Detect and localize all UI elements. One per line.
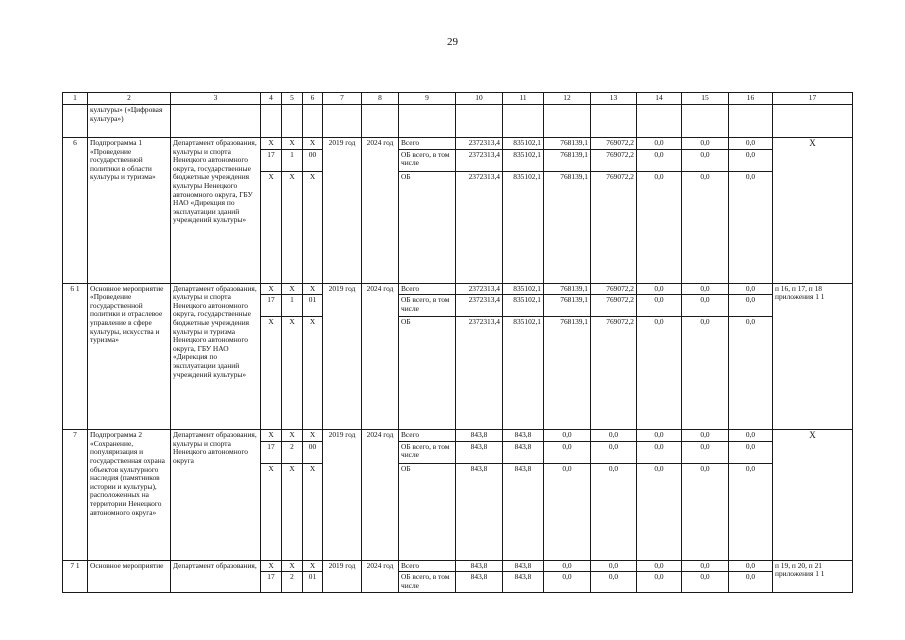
amount-cell: 0,0 [682,430,729,442]
amount-cell: 835102,1 [503,295,544,317]
amount-cell: 0,0 [637,295,682,317]
amount-cell: 0,0 [682,138,729,150]
code-cell: 17 [261,572,282,592]
amount-cell: 2372313,4 [456,138,503,150]
amount-cell: 835102,1 [503,149,544,171]
source-label: ОБ всего, в том числе [399,572,456,592]
amount-cell: 0,0 [591,430,637,442]
table-row [63,138,853,150]
start-year: 2019 год [323,283,362,430]
column-number: 13 [591,93,637,105]
code-cell: X [282,463,303,560]
source-label: Всего [399,283,456,295]
amount-cell: 0,0 [729,463,773,560]
executor: Департамент образования, [171,560,261,592]
amount-cell: 843,8 [456,441,503,463]
amount-cell: 769072,2 [591,149,637,171]
column-number: 1 [63,93,88,105]
code-cell: 00 [303,441,323,463]
row-number: 7 1 [63,560,88,592]
amount-cell: 2372313,4 [456,283,503,295]
amount-cell: 0,0 [637,560,682,572]
amount-cell: 769072,2 [591,295,637,317]
amount-cell: 0,0 [591,441,637,463]
source-label: ОБ всего, в том числе [399,441,456,463]
executor: Департамент образования, культуры и спорта Ненецкого автономного округа, государственные бюджетные учреждения культуры Ненецкого автономного округа, ГБУ НАО «Дирекция по эксплуатации зданий учреждений культуры» [171,138,261,284]
source-label: Всего [399,560,456,572]
amount-cell: 843,8 [503,463,544,560]
amount-cell: 0,0 [591,463,637,560]
budget-table [62,92,853,593]
start-year: 2019 год [323,138,362,284]
amount-cell: 769072,2 [591,171,637,283]
amount-cell: 0,0 [729,317,773,430]
note-cell: п 19, п 20, п 21 приложения 1 1 [773,560,853,592]
column-number: 10 [456,93,503,105]
executor: Департамент образования, культуры и спорта Ненецкого автономного округа [171,430,261,561]
amount-cell: 0,0 [682,317,729,430]
amount-cell: 0,0 [729,283,773,295]
amount-cell: 2372313,4 [456,317,503,430]
code-cell: 17 [261,149,282,171]
amount-cell: 0,0 [729,441,773,463]
column-number: 14 [637,93,682,105]
code-cell: X [261,171,282,283]
amount-cell: 0,0 [729,572,773,592]
table-row [63,560,853,572]
amount-cell: 835102,1 [503,283,544,295]
amount-cell: 843,8 [503,430,544,442]
amount-cell: 768139,1 [544,283,591,295]
note-cell: п 16, п 17, п 18 приложения 1 1 [773,283,853,430]
code-cell: X [261,463,282,560]
code-cell: X [261,138,282,150]
source-label: ОБ [399,463,456,560]
program-name: Основное мероприятие «Проведение государственной политики и отраслевое управление в сфере культуры, искусства и туризма» [88,283,171,430]
code-cell: 17 [261,441,282,463]
amount-cell: 0,0 [544,441,591,463]
code-cell: X [303,430,323,442]
code-cell: X [303,171,323,283]
code-cell: X [282,560,303,572]
column-number: 8 [362,93,399,105]
amount-cell: 0,0 [637,430,682,442]
column-number: 7 [323,93,362,105]
column-number: 6 [303,93,323,105]
row-number: 7 [63,430,88,561]
amount-cell: 0,0 [729,138,773,150]
code-cell: X [282,138,303,150]
amount-cell: 768139,1 [544,295,591,317]
amount-cell: 0,0 [591,560,637,572]
amount-cell: 0,0 [682,560,729,572]
column-number: 11 [503,93,544,105]
code-cell: 2 [282,572,303,592]
amount-cell: 835102,1 [503,171,544,283]
source-label: ОБ всего, в том числе [399,295,456,317]
code-cell: X [303,463,323,560]
source-label: ОБ [399,171,456,283]
amount-cell: 0,0 [637,138,682,150]
row-number: 6 1 [63,283,88,430]
source-label: ОБ [399,317,456,430]
amount-cell: 2372313,4 [456,149,503,171]
executor: Департамент образования, культуры и спорта Ненецкого автономного округа, государственные бюджетные учреждения культуры и туризма Ненецкого автономного округа, ГБУ НАО «Дирекция по эксплуатации зданий учреждений культуры» [171,283,261,430]
amount-cell: 0,0 [544,560,591,572]
amount-cell: 0,0 [637,149,682,171]
amount-cell: 0,0 [682,171,729,283]
code-cell: X [282,430,303,442]
table-row [63,430,853,442]
amount-cell: 0,0 [591,572,637,592]
column-number: 9 [399,93,456,105]
code-cell: X [261,283,282,295]
amount-cell: 835102,1 [503,317,544,430]
code-cell: 1 [282,149,303,171]
amount-cell: 835102,1 [503,138,544,150]
source-label: Всего [399,138,456,150]
amount-cell: 0,0 [729,149,773,171]
amount-cell: 0,0 [682,295,729,317]
amount-cell: 843,8 [456,463,503,560]
code-cell: 1 [282,295,303,317]
amount-cell: 843,8 [503,572,544,592]
row-number: 6 [63,138,88,284]
amount-cell: 0,0 [729,430,773,442]
amount-cell: 0,0 [637,463,682,560]
amount-cell: 2372313,4 [456,295,503,317]
amount-cell: 0,0 [682,283,729,295]
amount-cell: 0,0 [682,572,729,592]
code-cell: X [261,560,282,572]
column-number: 2 [88,93,171,105]
column-number: 12 [544,93,591,105]
column-number: 4 [261,93,282,105]
code-cell: X [282,317,303,430]
code-cell: X [303,560,323,572]
end-year: 2024 год [362,560,399,592]
amount-cell: 0,0 [682,441,729,463]
amount-cell: 843,8 [456,572,503,592]
amount-cell: 0,0 [637,283,682,295]
amount-cell: 0,0 [729,295,773,317]
start-year: 2019 год [323,560,362,592]
program-name: Основное мероприятие [88,560,171,592]
code-cell: 17 [261,295,282,317]
continuation-row [63,105,853,138]
amount-cell: 0,0 [682,463,729,560]
amount-cell: 0,0 [637,441,682,463]
page-number: 29 [447,36,458,48]
program-name: Подпрограмма 2 «Сохранение, популяризация и государственная охрана объектов культурного наследия (памятников истории и культуры), расположенных на территории Ненецкого автономного округа» [88,430,171,561]
column-number-row [63,93,853,105]
program-name: культуры» («Цифровая культура») [88,105,171,138]
amount-cell: 0,0 [729,171,773,283]
code-cell: X [261,317,282,430]
amount-cell: 768139,1 [544,317,591,430]
amount-cell: 769072,2 [591,317,637,430]
end-year: 2024 год [362,138,399,284]
amount-cell: 769072,2 [591,283,637,295]
end-year: 2024 год [362,430,399,561]
column-number: 5 [282,93,303,105]
code-cell: X [282,171,303,283]
amount-cell: 0,0 [637,572,682,592]
code-cell: X [282,283,303,295]
source-label: Всего [399,430,456,442]
code-cell: 01 [303,572,323,592]
amount-cell: 0,0 [729,560,773,572]
column-number: 17 [773,93,853,105]
amount-cell: 843,8 [503,441,544,463]
column-number: 3 [171,93,261,105]
amount-cell: 0,0 [637,171,682,283]
amount-cell: 768139,1 [544,138,591,150]
amount-cell: 768139,1 [544,149,591,171]
code-cell: X [261,430,282,442]
table-row [63,283,853,295]
code-cell: X [303,138,323,150]
source-label: ОБ всего, в том числе [399,149,456,171]
amount-cell: 2372313,4 [456,171,503,283]
end-year: 2024 год [362,283,399,430]
amount-cell: 0,0 [682,149,729,171]
code-cell: X [303,283,323,295]
amount-cell: 0,0 [637,317,682,430]
amount-cell: 843,8 [456,430,503,442]
amount-cell: 769072,2 [591,138,637,150]
program-name: Подпрограмма 1 «Проведение государственной политики в области культуры и туризма» [88,138,171,284]
amount-cell: 0,0 [544,572,591,592]
column-number: 15 [682,93,729,105]
start-year: 2019 год [323,430,362,561]
column-number: 16 [729,93,773,105]
note-cell: X [773,430,853,561]
amount-cell: 0,0 [544,463,591,560]
code-cell: 01 [303,295,323,317]
note-cell: X [773,138,853,284]
code-cell: 2 [282,441,303,463]
amount-cell: 768139,1 [544,171,591,283]
amount-cell: 0,0 [544,430,591,442]
code-cell: X [303,317,323,430]
amount-cell: 843,8 [503,560,544,572]
amount-cell: 843,8 [456,560,503,572]
code-cell: 00 [303,149,323,171]
